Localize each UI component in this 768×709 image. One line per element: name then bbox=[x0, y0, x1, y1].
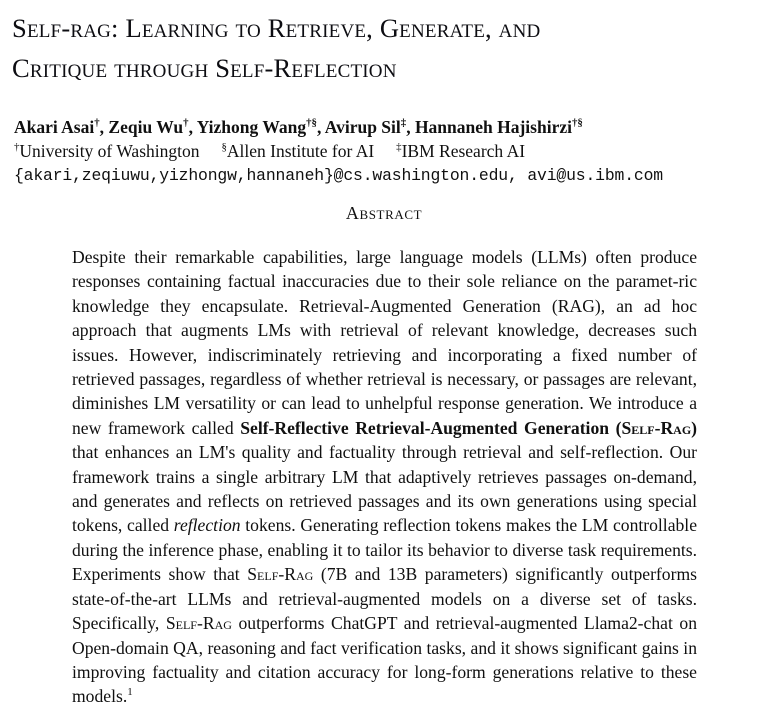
paper-title bbox=[12, 8, 752, 88]
abstract-heading: Abstract bbox=[345, 203, 423, 223]
affiliation-name-2: Allen Institute for AI bbox=[226, 141, 375, 161]
affiliation-list bbox=[14, 139, 754, 163]
abstract-text-5: outperforms ChatGPT and retrieval-augmented Llama2-chat on Open-domain QA, reasoning and fact verification tasks, and it shows significant gains in improving factuality and citation accuracy for long-form generations relative to these models. bbox=[72, 613, 698, 707]
abstract-reflection-term: reflection bbox=[173, 515, 241, 536]
author-affil-mark-5: †§ bbox=[571, 117, 583, 130]
abstract-text-3: tokens. Generating reflection tokens makes the LM controllable during the inference phase, enabling it to tailor its behavior to diverse task requirements. Experiments show that bbox=[72, 515, 697, 585]
affiliation-mark-2: § bbox=[221, 141, 227, 154]
author-name-5: Hannaneh Hajishirzi bbox=[414, 117, 572, 137]
affiliation-mark-1: † bbox=[14, 141, 20, 154]
abstract-framework-name: Self-Reflective Retrieval-Augmented Generation ( bbox=[240, 417, 622, 438]
author-name-4: Avirup Sil bbox=[324, 117, 401, 137]
abstract-text-2: that enhances an LM's quality and factuality through retrieval and self-reflection. Our framework trains a single arbitrary LM that adaptively retrieves passages on-demand, and generates and reflects on retrieved passages and its own generations using special tokens, called bbox=[72, 442, 697, 536]
abstract-body bbox=[72, 245, 697, 709]
abstract-selfrag-mention-2: Self-Rag bbox=[165, 613, 232, 634]
author-list: Akari Asai†, Zeqiu Wu†, Yizhong Wang†§, Avirup Sil‡, Hannaneh Hajishirzi†§ bbox=[14, 117, 583, 137]
author-name-2: Zeqiu Wu bbox=[108, 117, 184, 137]
affiliation-mark-3: ‡ bbox=[396, 141, 402, 154]
author-affil-mark-4: ‡ bbox=[400, 117, 407, 130]
title-line-2: Critique through Self-Reflection bbox=[12, 53, 397, 83]
abstract-text-1: Despite their remarkable capabilities, large language models (LLMs) often produce responses containing factual inaccuracies due to their sole reliance on the paramet-ric knowledge they encapsulate. Retrieval-Augmented Generation (RAG), an ad hoc approach that augments LMs with retrieval of relevant knowledge, decreases such issues. However, indiscriminately retrieving and incorporating a fixed number of retrieved passages, regardless of whether retrieval is necessary, or passages are relevant, diminishes LM versatility or can lead to unhelpful response generation. We introduce a new framework called bbox=[72, 247, 697, 438]
author-name-3: Yizhong Wang bbox=[196, 117, 307, 137]
author-affil-mark-3: †§ bbox=[306, 117, 317, 130]
author-block bbox=[14, 116, 754, 188]
footnote-marker: 1 bbox=[127, 686, 133, 699]
affiliation-name-3: IBM Research AI bbox=[401, 141, 526, 161]
author-affil-mark-1: † bbox=[94, 117, 100, 130]
author-emails: {akari,zeqiuwu,yizhongw,hannaneh}@cs.washington.edu, avi@us.ibm.com bbox=[14, 166, 663, 185]
abstract-selfrag-bold: Self-Rag bbox=[621, 417, 692, 438]
abstract-framework-close: ) bbox=[691, 417, 698, 438]
affiliation-name-1: University of Washington bbox=[19, 141, 200, 161]
author-name-1: Akari Asai bbox=[14, 117, 95, 137]
title-line-1: Self-rag: Learning to Retrieve, Generate, and bbox=[12, 13, 541, 43]
author-affil-mark-2: † bbox=[183, 117, 189, 130]
abstract-selfrag-mention-1: Self-Rag bbox=[247, 564, 314, 585]
abstract-text-4: (7B and 13B parameters) significantly outperforms state-of-the-art LLMs and retrieval-augmented models on a diverse set of tasks. Specifically, bbox=[72, 564, 697, 634]
